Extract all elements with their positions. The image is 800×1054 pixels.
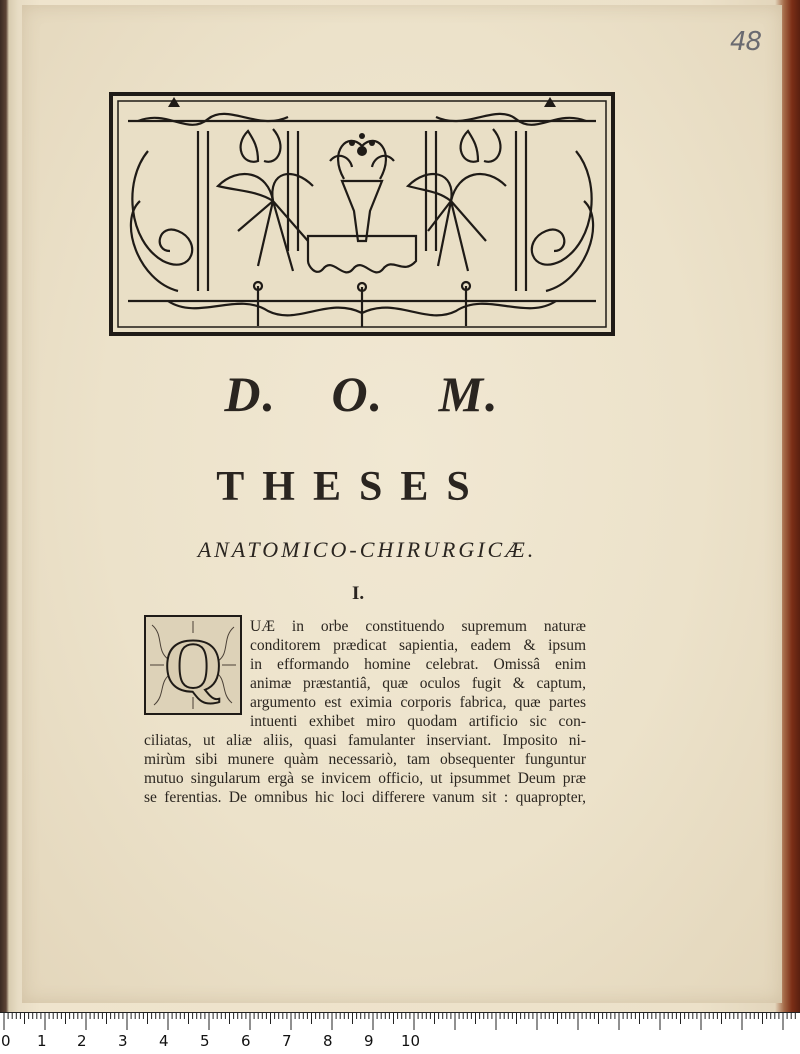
ruler-label: 4 xyxy=(159,1032,169,1050)
scale-ruler xyxy=(0,1012,800,1054)
ruler-ticks xyxy=(0,1012,800,1032)
text-line: mutuo singularum ergà se invicem officio, ut ipsummet Deum præ xyxy=(144,770,586,787)
ruler-label: 7 xyxy=(282,1032,292,1050)
body-text xyxy=(144,617,586,807)
ruler-label: 0 xyxy=(1,1032,11,1050)
page-title: THESES xyxy=(216,464,488,510)
ruler-label: 1 xyxy=(37,1032,47,1050)
text-line: argumento est eximia corporis fabrica, quæ partes xyxy=(250,694,586,711)
text-line: conditorem prædicat sapientia, eadem & ipsum xyxy=(250,637,586,654)
dom-heading: D. O. M. xyxy=(224,366,500,422)
headpiece-ornament xyxy=(108,91,616,337)
text-line: intuenti exhibet miro quodam artificio sic con- xyxy=(250,713,586,730)
ruler-label: 3 xyxy=(118,1032,128,1050)
section-number: I. xyxy=(352,583,365,604)
text-line: in efformando homine celebrat. Omissâ enim xyxy=(250,656,586,673)
ruler-label: 8 xyxy=(323,1032,333,1050)
ruler-label: 9 xyxy=(364,1032,374,1050)
text-line: animæ præstantiâ, quæ oculos fugit & captum, xyxy=(250,675,586,692)
subtitle: ANATOMICO-CHIRURGICÆ. xyxy=(197,537,537,562)
ruler-label: 6 xyxy=(241,1032,251,1050)
text-line: se ferentias. De omnibus hic loci differere vanum sit : quapropter, xyxy=(144,789,586,806)
ruler-label: 10 xyxy=(401,1032,421,1050)
ruler-label: 2 xyxy=(77,1032,87,1050)
text-line: UÆ in orbe constituendo supremum naturæ xyxy=(250,618,586,635)
text-line: mirùm sibi munere quàm necessariò, tam obsequenter funguntur xyxy=(144,751,586,768)
initial-letter: Q xyxy=(163,624,223,708)
ruler-label: 5 xyxy=(200,1032,210,1050)
folio-number: 48 xyxy=(730,27,762,57)
text-line: ciliatas, ut aliæ aliis, quasi famulanter inserviant. Imposito ni- xyxy=(144,732,586,749)
page xyxy=(22,5,782,1003)
